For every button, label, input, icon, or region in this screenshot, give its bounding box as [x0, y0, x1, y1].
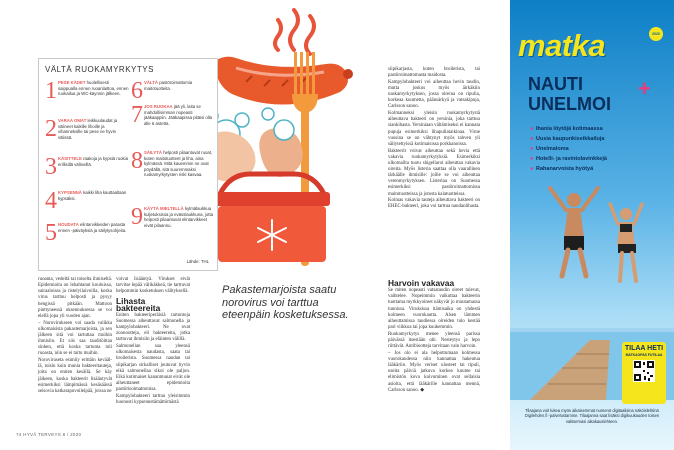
pull-quote: Pakastemarjoista saatu norovirus voi tarttua eteenpäin kosketuksessa.: [222, 284, 349, 321]
ad-bullet-item: ● Hotelli- ja ravintolavinkkejä: [530, 156, 607, 162]
tip-text: kaikki liha kauttaaltaan kypsäksi.: [58, 190, 127, 201]
tips-list: [45, 78, 214, 265]
paragraph: Salmonellan saa yleensä ulkomaisesta naudasta, saata tai broilerista. Suomessa naudan tai siipikarjan sirkalliset joutuvat hyvin eikä salmonellaa sikoi ole paljon. Eikä kotimaiset kananmunat eivät ole aiheuttaneet epidemioita pastörisoimattomisa.: [116, 344, 190, 393]
tip-number: 2: [45, 116, 57, 142]
tip-lead: NOUDATA: [58, 222, 79, 227]
tip-number: 1: [45, 78, 57, 104]
tip-lead: PESE KÄDET: [58, 80, 86, 85]
tip-number: 7: [131, 102, 143, 128]
page-folio: 74 HYVÄ TERVEYS 8 / 2020: [16, 432, 82, 437]
tip-item-9: [131, 206, 215, 228]
tip-number: 8: [131, 148, 143, 174]
paragraph: ruoanta, vedeltä tai toiselta ihmiseltä. Epidemioita on lehahtanut kouluissa, sairaaloissa ja ristelyilaivoilla, koska virus tarttuu helposti ja pysyy hengissä pitkään. Mattoon pinttyneessä oksennuksessa se voi elellä jopa yli vuoden ajan.: [38, 277, 112, 319]
tip-text: elintarvikkeiden parasta ennen -päiväyksiä ja säilytysohjeita.: [58, 222, 127, 233]
paragraph: voivat lisääntyä. Virukset eivät tarvitse lepää välikäkkeä, tie tarttuvat helpommin kosketuksen välityksellä.: [116, 277, 190, 295]
tip-number: 9: [131, 204, 143, 230]
article-column-5: [388, 277, 480, 394]
qr-code-icon[interactable]: [633, 360, 655, 382]
tip-text: jää yli, laita se mahdollisimman nopeasti jääkaappiin. Jääkaapissa pitäisi olla alle 6 astetta.: [144, 104, 213, 126]
article-column-1: [38, 277, 112, 395]
tip-item-5: [45, 220, 129, 246]
section-heading: Harvoin vakavaa: [388, 278, 455, 288]
ad-year-badge: 2020: [649, 27, 663, 41]
tip-lead: KYPSENNÄ: [58, 190, 82, 195]
paragraph: Se miten nopeasti vatsataudin oireet tulevat, vaihtelee. Nopeimmin vaikuttaa bakteerin tuottama myrkkyoireet näkyvät jo muutamassa tunnissa. Viruksissa itämisaika on yhdestä kolmeen vuorokautta. Alsen lämmen aiheuttamissa taudiessa oireiden tulo kestää pari viikkoa tai jopa kuukemmin.: [388, 288, 480, 331]
tip-item-1: [45, 78, 129, 104]
ad-headline-line-2: UNELMOI: [528, 94, 611, 114]
matka-advertisement[interactable]: [510, 0, 674, 450]
paragraph: – Jos olo ei ala helpottumaan kolmessa vuorokaudessa niin kannattaa hakeutua lääkäriin. Myös veriset ulosteet tai ripuli, useita päiviä jatkuva korkea kuume tai elimistön kova kuivuminen ovat sellaisia asioita, että lääkärille kannattaa mennä, Carlsson sanoo. ◆: [388, 350, 480, 393]
tip-lead: SÄILYTÄ: [144, 150, 162, 155]
plus-icon: +: [638, 76, 651, 101]
paragraph: Noroviruseta esimiiy erittäin keväällä, toisin kuin monia bakteeritauteja, joita on eniten kesällä. Se käy jäikeen, koska bakteerit lisääntyvät esimerkiksi lämpimässä kesäsäässä seisovia katkarapuvoileipää, joissa ne: [38, 358, 112, 394]
tip-number: 5: [45, 220, 57, 246]
ad-brand-logo: matka: [518, 28, 606, 63]
ad-footer-text: Tilaajana voit lukea myös aikaisemmat numerot digitaalisina näköislehtinä Digilehden.fi -palvelustamme. Tilaajanna saat lisäksi digikuukauden toisen valitsemasi aikakauslehteen.: [524, 408, 660, 424]
ad-bullet-list: [530, 124, 670, 174]
paragraph: Eniten bakteeriperäisiä tartuntoja Suomessa aiheuttavat salmonella ja kampylobakteeri. Ne ovat zoonootteja, eli bakteereita, jotka tarttuvat ihmisiin ja eläinten välillä.: [116, 312, 190, 343]
tip-item-3: [45, 154, 129, 180]
tips-box-title: VÄLTÄ RUOKAMYRKYTYS: [45, 65, 154, 74]
article-column-2: [116, 277, 190, 407]
cooler-box-icon: [214, 174, 330, 262]
section-heading: Lihasta bakteereita: [116, 296, 161, 313]
food-poisoning-tips-box: [38, 58, 218, 271]
ad-bullet-item: ● Uusia kaupunkiseikkailuja: [530, 136, 605, 142]
subscribe-sticker[interactable]: [622, 342, 666, 404]
paragraph: Kampylobakteeri voi aiheuttaa hevin taudin, mutta joskus myös äirkäkiin naskamyrkytyksen, jossa oireina on ripulia, korkeaa kuumetta, päänsärkyä ja vatsakipuja, Carlsson sanoo.: [388, 79, 480, 110]
paragraph: Bakteerit voivat aiheuttaa sekä hevia että vakavia ruokamyrkytyksiä. Esimerkiksi ulkomailta tuotu shigellaroi aiheuttaa vakavia oireita. Myös listeria saattaa olla vaarallinen tärkäälle ihmisille: joille se voi aiheuttaa verenmyrkytyksen. Listeriaa on Suomessa esimerkiksi pastöroimattomissa maitotuotteissa ja jotosta kalatuotteissa.: [388, 148, 480, 197]
tip-text: kylmälaukkua kuljetuksissa ja evässlaukkuna, jotta helposti pilaantuvat elintarvikkeet eivät pilaannu.: [144, 206, 214, 228]
tips-source: Lähde: THL: [186, 259, 209, 264]
tip-item-4: [45, 188, 129, 214]
ad-bullet-item: ● Unelmaloma: [530, 146, 569, 152]
tip-number: 6: [131, 78, 143, 104]
tip-number: 4: [45, 188, 57, 214]
bullet-icon: ●: [530, 166, 534, 172]
paragraph: Ruokamyrkytys menee yleensä parissa päivässä itsestään ohi. Nesteytys ja lepo riittävät. Antibiootteja tarvitaan vain harvoin.: [388, 331, 480, 350]
tip-text: raakoja ja kypsiä ruokia erillisillä välineillä.: [58, 156, 128, 167]
article-column-4: [388, 67, 480, 211]
tip-lead: JOS RUOKAA: [144, 104, 173, 109]
paragraph: Kolmas vakavia tauteja aiheuttava bakteeri on EHEC-bakteeri, joka voi tarttua naudanlihasta.: [388, 198, 480, 210]
paragraph: Kampylobakteeri tarttuu yleisimmin huonosti kypsennetämättömästä: [116, 393, 190, 405]
ad-bullet-item: ● Ihania löytöjä kotimaassa: [530, 126, 603, 132]
sticker-title: TILAA HETI: [624, 345, 664, 352]
tip-lead: VÄLTÄ: [144, 80, 159, 85]
tip-item-2: [45, 118, 129, 140]
tip-item-7: [131, 104, 215, 126]
tip-number: 3: [45, 154, 57, 180]
tip-text: helposti pilaantuvat ruoat, kuten maitotuotteet ja liha, aina kylmässä. Mitä kauemmin ne ovat pöydällä, sitä suuremmaksi ruokamyrkytysten riski kasvaa.: [144, 150, 213, 178]
tip-lead: KÄSITTELE: [58, 156, 82, 161]
paragraph: Kolmanneksi yleisin ruokamyrkytystä aiheuttava bakteeri on yersinia, joka tarttuu siankihasta. Yersiniaan vältämiseksi ei kannata pupuja esimerkiksi lihapullataikinaa. Virne vuosina se on vähtynyt myös tahven yli säilytettyissä kotimaisissa porkkanoissa.: [388, 111, 480, 147]
tip-item-8: [131, 150, 215, 178]
bullet-icon: ●: [530, 146, 534, 152]
sausage-icon: [205, 57, 353, 105]
ad-headline-line-1: NAUTI: [528, 74, 583, 94]
bullet-icon: ●: [530, 126, 534, 132]
tip-lead: VARAA OMAT: [58, 118, 87, 123]
paragraph: – Norovirukseen voi saada valikka ulkomaisista pakastemarjoista, ja sen jälkeen sitä voi tartuttaa muihin ihmisiin. Et siis saa tauditöittaa sinhen, että koska tartunta tuli ruoasta, niin se ei tartu muihin.: [38, 320, 112, 357]
paragraph: siipikarjasta, kuten broilerista, tai pastöroimattomasta maidosta.: [388, 67, 480, 79]
sticker-subtitle: MATKAOPAS FUTILAA: [625, 353, 663, 357]
bullet-icon: ●: [530, 136, 534, 142]
bullet-icon: ●: [530, 156, 534, 162]
jumping-woman-icon: [610, 204, 642, 281]
steam-icon: [275, 10, 314, 54]
ad-bullet-item: ● Rahanarvoista hyötyä: [530, 166, 594, 172]
tip-item-6: [131, 78, 215, 104]
jumping-man-icon: [550, 188, 598, 276]
tip-text: leikkuulaudat ja välineet kaikille lihoille ja vihanneksille tai pese ne hyvin välissä.: [58, 118, 118, 140]
tip-text: pastöroimattomia maitotuotteita.: [144, 80, 193, 91]
tip-text: huolellisesti saippualla ennen ruoanlaittoa, ennen ruokailua ja WC-käynnin jälkeen.: [58, 80, 129, 97]
tip-lead: KÄYTÄ MIELTELLÄ: [144, 206, 184, 211]
ad-headline: [528, 74, 611, 114]
